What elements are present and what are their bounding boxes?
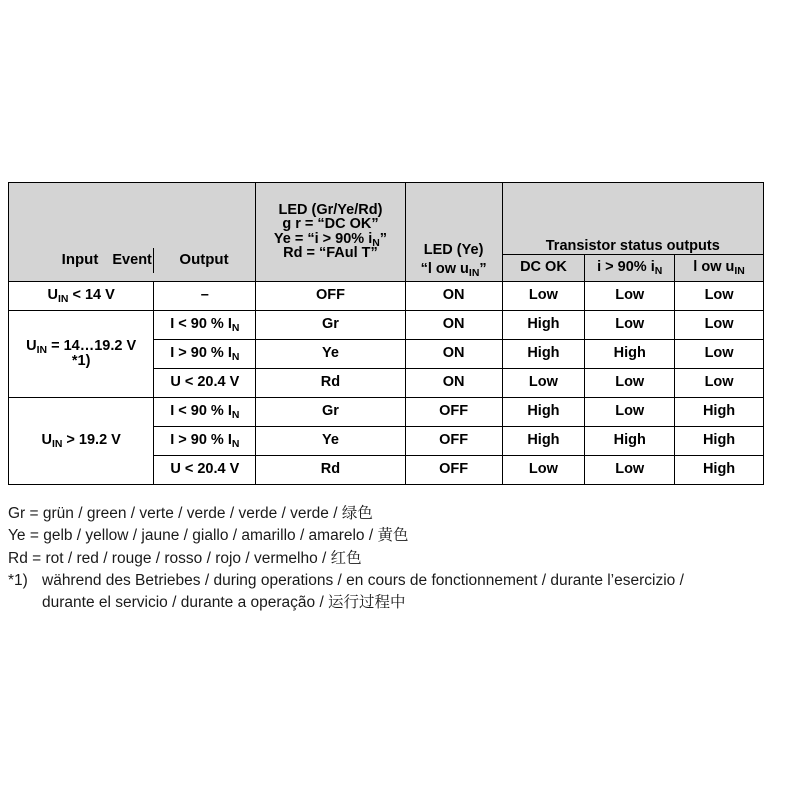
header-col-dcok: DC OK [502,254,585,281]
header-led-ye-title: LED (Ye) [423,241,484,258]
cell-output: I < 90 % $I_N$ [154,397,256,426]
cell-input-footnote-ref: *1) [71,352,91,369]
footnote-1 [8,570,792,592]
spec-table-container [8,182,764,485]
cell-dcok: Low [502,455,585,484]
legend-block [8,503,792,615]
cell-output: I < 90 % $I_N$ [154,310,256,339]
header-led-multicolor [256,183,405,282]
cell-output: I > 90 % $I_N$ [154,339,256,368]
cell-low-uin: Low [675,281,764,310]
cell-i90: Low [585,397,675,426]
table-header-row-primary [9,183,764,255]
cell-low-uin: High [675,455,764,484]
footnote-text-line2: durante el servicio / durante a operação / 运行过程中 [42,594,406,612]
cell-led: Gr [256,310,405,339]
cell-dcok: Low [502,281,585,310]
cell-i90: Low [585,455,675,484]
table-row [9,281,764,310]
cell-output: I > 90 % $I_N$ [154,426,256,455]
legend-green: Gr = grün / green / verte / verde / verde / verde / 绿色 [8,505,373,522]
cell-i90: High [585,426,675,455]
header-led-title: LED (Gr/Ye/Rd) [278,201,383,218]
cell-dcok: High [502,339,585,368]
cell-led-ye: OFF [405,455,502,484]
cell-led-ye: OFF [405,426,502,455]
header-led-green-def: g r = “DC OK” [282,216,379,233]
header-col-current-90: i > 90% $i_N$ [585,254,675,281]
header-transistor-status [502,183,763,255]
header-col-low-uin: l ow $u_{IN}$ [675,254,764,281]
led-transistor-status-table [8,182,764,485]
cell-dcok: Low [502,368,585,397]
footnote-marker: *1) [8,571,28,589]
header-event [9,183,256,282]
cell-input-group: $U_{IN}$ = 14…19.2 V *1) [9,310,154,397]
cell-low-uin: Low [675,310,764,339]
cell-led: Rd [256,455,405,484]
cell-output: U < 20.4 V [154,455,256,484]
header-led-ye-sublabel: “l ow $u_{IN}$” [420,261,487,280]
cell-dcok: High [502,397,585,426]
cell-led: Rd [256,368,405,397]
table-row [9,397,764,426]
footnote-text-line1: während des Betriebes / during operations / en cours de fonctionnement / durante l’esercizio / [42,571,684,589]
cell-led-ye: ON [405,368,502,397]
header-led-red-def: Rd = “FAul T” [283,245,378,262]
cell-led: Gr [256,397,405,426]
cell-i90: Low [585,281,675,310]
table-row [9,310,764,339]
legend-yellow: Ye = gelb / yellow / jaune / giallo / amarillo / amarelo / 黄色 [8,527,409,545]
cell-output: U < 20.4 V [154,368,256,397]
legend-red: Rd = rot / red / rouge / rosso / rojo / vermelho / 红色 [8,549,362,567]
cell-led-ye: ON [405,310,502,339]
cell-i90: Low [585,310,675,339]
cell-i90: High [585,339,675,368]
cell-input: $U_{IN} < 14$ V [9,281,154,310]
cell-input-group: $U_{IN} > 19.2$ V [9,397,154,484]
cell-low-uin: Low [675,339,764,368]
header-event-label: Event [112,251,152,268]
cell-output: – [154,281,256,310]
cell-led-ye: OFF [405,397,502,426]
cell-dcok: High [502,310,585,339]
header-transistor-title: Transistor status outputs [545,238,720,254]
cell-led-ye: ON [405,339,502,368]
cell-low-uin: Low [675,368,764,397]
cell-i90: Low [585,368,675,397]
header-input-label: Input [61,251,99,268]
header-led-yellow-def: Ye = “i > 90% $i_N$” [273,230,388,249]
header-output-label: Output [179,251,229,268]
cell-dcok: High [502,426,585,455]
header-led-yellow [405,183,502,282]
cell-led-ye: ON [405,281,502,310]
cell-led: Ye [256,426,405,455]
cell-led: OFF [256,281,405,310]
cell-low-uin: High [675,426,764,455]
cell-low-uin: High [675,397,764,426]
cell-led: Ye [256,339,405,368]
